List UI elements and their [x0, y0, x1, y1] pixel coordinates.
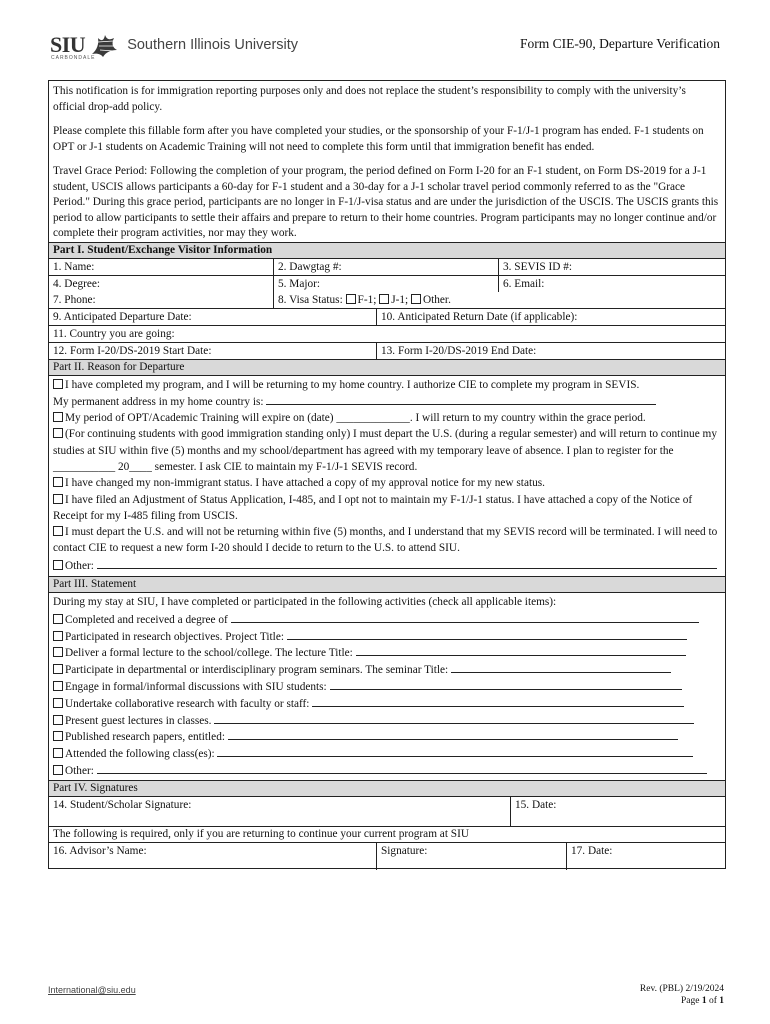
page-total: 1 — [719, 996, 724, 1006]
activity-checkbox[interactable] — [53, 631, 63, 641]
activity-line[interactable] — [217, 745, 693, 757]
reason-changed-status — [53, 475, 721, 491]
activity-checkbox[interactable] — [53, 681, 63, 691]
activity-checkbox[interactable] — [53, 731, 63, 741]
advisor-name-field[interactable]: 16. Advisor’s Name: — [49, 843, 377, 870]
date17-field[interactable]: 17. Date: — [571, 844, 613, 857]
part1-row-6 — [49, 343, 725, 359]
activity-checkbox[interactable] — [53, 647, 63, 657]
reason-completed-text: I have completed my program, and I will be returning to my home country. I authorize CIE to complete my program in SEVIS. — [65, 378, 640, 391]
reason-opt-checkbox[interactable] — [53, 412, 63, 422]
activity-text: Undertake collaborative research with faculty or staff: — [65, 697, 313, 710]
reason-continuing-text: (For continuing students with good immigration standing only) I must depart the U.S. (during a regular semester) and will return to continue my studies at SIU within five (5) months and my school/department has agreed with my temporary leave of absence. I plan to register for the ___________ 20____ semester. I ask CIE to maintain my F-1/J-1 SEVIS record. — [53, 428, 717, 473]
reason-completed-checkbox[interactable] — [53, 379, 63, 389]
page-current: 1 — [701, 996, 707, 1006]
activity-checkbox[interactable] — [53, 698, 63, 708]
activity-line[interactable] — [287, 628, 687, 640]
logo-mark: SIU — [50, 32, 86, 57]
activity-line[interactable] — [356, 644, 686, 656]
activity-text: Present guest lectures in classes. — [65, 714, 215, 727]
part2-heading: Part II. Reason for Departure — [49, 359, 725, 376]
activity-item — [53, 745, 721, 762]
activity-item — [53, 644, 721, 661]
part1-row-4 — [49, 309, 725, 326]
sevis-id-field[interactable]: 3. SEVIS ID #: — [503, 260, 573, 273]
student-signature-field[interactable]: 14. Student/Scholar Signature: — [49, 797, 511, 826]
intro-paragraph-3: Travel Grace Period: Following the completion of your program, the period defined on Form I-20 for an F-1 student, on Form DS-2019 for a J-1 student, USCIS allows participants a 60-day for F-1 student and a 30-day for a J-1 scholar travel period commonly referred to as the "Grace Period." During this grace period, participants are no longer in F-1/J-visa status and are under the jurisdiction of the USCIS. The USCIS grants this period to allow participants to settle their affairs and prepare to return to their home countries. Program participants may no longer continue and/or complete their program activities, nor may they work. — [53, 165, 719, 239]
siu-logo — [50, 28, 298, 62]
visa-j1-label: J-1; — [391, 293, 411, 306]
part1-row-3 — [49, 292, 725, 309]
reason-other — [53, 557, 721, 574]
return-date-field[interactable]: 10. Anticipated Return Date (if applicable): — [381, 310, 578, 323]
part1-heading: Part I. Student/Exchange Visitor Information — [49, 242, 725, 259]
page-of: of — [706, 996, 720, 1006]
advisor-row — [49, 842, 725, 870]
page-header — [50, 28, 722, 62]
reason-continuing — [53, 426, 721, 475]
statement-intro: During my stay at SIU, I have completed or participated in the following activities (check all applicable items): — [53, 596, 557, 609]
activity-checkbox[interactable] — [53, 664, 63, 674]
reason-completed — [53, 377, 721, 393]
visa-other-checkbox[interactable] — [411, 294, 421, 304]
reason-opt — [53, 410, 721, 426]
activity-text: Participated in research objectives. Project Title: — [65, 630, 287, 643]
visa-other-label: Other. — [422, 293, 451, 306]
permanent-address-line[interactable] — [266, 393, 656, 405]
major-field[interactable]: 5. Major: — [274, 276, 499, 292]
visa-status-label: 8. Visa Status: — [278, 293, 346, 306]
permanent-address-label: My permanent address in my home country is: — [53, 395, 267, 408]
reason-i485-text: I have filed an Adjustment of Status Application, I-485, and I opt not to maintain my F-1/J-1 status. I have attached a copy of the Notice of Receipt for my I-485 filing from USCIS. — [53, 493, 693, 522]
reason-other-checkbox[interactable] — [53, 560, 63, 570]
visa-f1-label: F-1; — [357, 293, 380, 306]
activity-item — [53, 678, 721, 695]
footer-meta — [640, 983, 724, 1007]
visa-f1-checkbox[interactable] — [346, 294, 356, 304]
departure-form — [48, 80, 726, 869]
activity-checkbox[interactable] — [53, 614, 63, 624]
departure-date-field[interactable]: 9. Anticipated Departure Date: — [49, 309, 377, 325]
part1-row-2 — [49, 276, 725, 292]
date15-field[interactable]: 15. Date: — [515, 798, 557, 811]
activity-item — [53, 712, 721, 729]
activity-text: Participate in departmental or interdisciplinary program seminars. The seminar Title: — [65, 664, 451, 677]
contact-email-link[interactable]: International@siu.edu — [48, 985, 136, 995]
activity-line[interactable] — [312, 695, 684, 707]
activity-item — [53, 611, 721, 628]
university-name: Southern Illinois University — [127, 37, 299, 53]
part3-statement — [49, 593, 725, 779]
intro-paragraph-2: Please complete this fillable form after you have completed your studies, or the sponsorship of your F-1/J-1 program has ended. F-1 students on OPT or J-1 students on Academic Training will not need to complete this form until that immigration benefit has ended. — [53, 125, 704, 153]
reason-not-returning-text: I must depart the U.S. and will not be returning within five (5) months, and I understand that my SEVIS record will be terminated. I will need to contact CIE to request a new form I-20 should I decide to return to the U.S. to attend SIU. — [53, 526, 718, 555]
logo-subtitle: CARBONDALE — [51, 55, 96, 61]
student-signature-row — [49, 797, 725, 827]
part2-reasons — [49, 376, 725, 575]
activity-line[interactable] — [228, 728, 678, 740]
activity-checkbox[interactable] — [53, 765, 63, 775]
activity-line[interactable] — [214, 712, 694, 724]
reason-changed-status-checkbox[interactable] — [53, 477, 63, 487]
revision-date: Rev. (PBL) 2/19/2024 — [639, 984, 724, 994]
reason-other-label: Other: — [65, 559, 97, 572]
activity-item — [53, 728, 721, 745]
part1-row-5 — [49, 326, 725, 343]
name-field[interactable]: 1. Name: — [49, 259, 274, 275]
visa-j1-checkbox[interactable] — [379, 294, 389, 304]
start-date-field[interactable]: 12. Form I-20/DS-2019 Start Date: — [49, 343, 377, 359]
activity-line[interactable] — [231, 611, 699, 623]
dawgtag-field[interactable]: 2. Dawgtag #: — [274, 259, 499, 275]
reason-other-line[interactable] — [97, 557, 717, 569]
page-prefix: Page — [680, 996, 702, 1006]
part1-row-1 — [49, 259, 725, 276]
end-date-field[interactable]: 13. Form I-20/DS-2019 End Date: — [381, 344, 537, 357]
activity-checkbox[interactable] — [53, 715, 63, 725]
activity-item — [53, 628, 721, 645]
advisor-signature-field[interactable]: Signature: — [377, 843, 567, 870]
form-title: Form CIE-90, Departure Verification — [520, 36, 720, 51]
activity-line[interactable] — [97, 762, 707, 774]
intro-paragraph-1: This notification is for immigration reporting purposes only and does not replace the student’s responsibility to comply with the university’s official drop-add policy. — [53, 85, 686, 113]
reason-not-returning — [53, 524, 721, 557]
country-field[interactable]: 11. Country you are going: — [53, 327, 175, 340]
activity-item — [53, 661, 721, 678]
activity-text: Completed and received a degree of — [65, 613, 231, 626]
visa-status — [274, 292, 725, 308]
reason-changed-status-text: I have changed my non-immigrant status. I have attached a copy of my approval notice for my new status. — [65, 477, 545, 490]
advisor-note: The following is required, only if you are returning to continue your current program at SIU — [53, 827, 469, 840]
phone-field[interactable]: 7. Phone: — [49, 292, 274, 308]
activity-line[interactable] — [451, 661, 671, 673]
reason-opt-text: My period of OPT/Academic Training will expire on (date) _____________. I will return to my country within the grace period. — [65, 412, 646, 425]
reason-not-returning-checkbox[interactable] — [53, 526, 63, 536]
activity-checkbox[interactable] — [53, 748, 63, 758]
activity-item — [53, 762, 721, 779]
intro-text — [49, 81, 725, 242]
reason-continuing-checkbox[interactable] — [53, 428, 63, 438]
permanent-address — [53, 393, 721, 410]
activity-text: Engage in formal/informal discussions with SIU students: — [65, 681, 330, 694]
activity-text: Published research papers, entitled: — [65, 731, 228, 744]
page-number — [640, 995, 724, 1007]
activity-text: Attended the following class(es): — [65, 748, 218, 761]
advisor-note-row — [49, 827, 725, 842]
activity-text: Other: — [65, 765, 97, 778]
activity-item — [53, 695, 721, 712]
part3-heading: Part III. Statement — [49, 576, 725, 593]
activity-text: Deliver a formal lecture to the school/college. The lecture Title: — [65, 647, 356, 660]
activity-line[interactable] — [330, 678, 682, 690]
reason-i485 — [53, 492, 721, 525]
reason-i485-checkbox[interactable] — [53, 494, 63, 504]
email-field[interactable]: 6. Email: — [503, 277, 545, 290]
degree-field[interactable]: 4. Degree: — [49, 276, 274, 292]
part4-heading: Part IV. Signatures — [49, 780, 725, 797]
